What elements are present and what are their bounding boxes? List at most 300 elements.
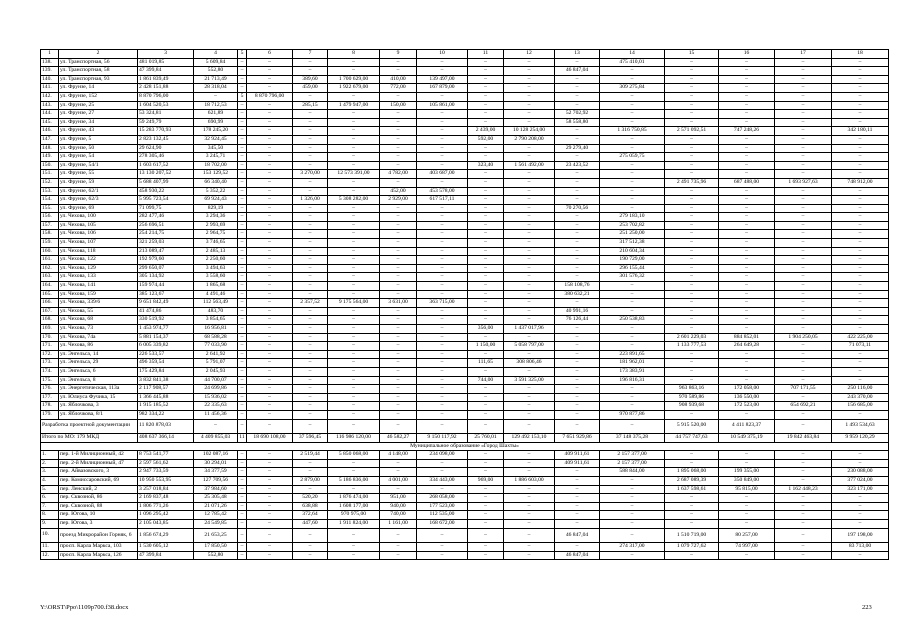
table-cell: ул. Фрунзе, 14	[59, 84, 138, 93]
table-cell: 3 494,63	[194, 264, 238, 273]
table-cell: 278 305,46	[138, 153, 194, 162]
table-cell: –	[665, 153, 719, 162]
table-row	[41, 58, 889, 67]
table-cell: –	[719, 299, 775, 308]
table-cell: –	[555, 402, 600, 411]
table-cell: –	[380, 144, 417, 153]
table-cell: ул. Чехова, 118	[59, 247, 138, 256]
table-cell: –	[293, 402, 328, 411]
table-cell: 8	[328, 50, 380, 59]
table-cell: 256 696,51	[138, 221, 194, 230]
table-cell: 459,00	[293, 84, 328, 93]
table-cell: 707 171,55	[775, 385, 832, 394]
table-cell: –	[832, 187, 889, 196]
table-cell: –	[555, 502, 600, 511]
table-cell: –	[600, 325, 665, 334]
table-cell: –	[775, 543, 832, 552]
table-cell: 156.	[41, 213, 59, 222]
table-cell: 141.	[41, 84, 59, 93]
table-cell: –	[665, 494, 719, 503]
table-cell: –	[417, 385, 468, 394]
table-cell: 552,80	[194, 551, 238, 560]
table-cell: –	[775, 410, 832, 419]
table-cell: –	[600, 204, 665, 213]
table-cell: 127 709,56	[194, 477, 238, 486]
table-cell: –	[247, 153, 293, 162]
table-cell: 4 409 855,03	[194, 434, 238, 443]
table-cell: 139.	[41, 67, 59, 76]
table-cell: –	[328, 178, 380, 187]
table-cell: 243 370,00	[832, 393, 889, 402]
table-cell: –	[504, 350, 555, 359]
table-cell: –	[504, 511, 555, 520]
table-cell: 174.	[41, 367, 59, 376]
table-cell: 690,99	[194, 118, 238, 127]
table-cell: –	[468, 316, 504, 325]
table-cell: 2 045,93	[194, 367, 238, 376]
table-cell: 176.	[41, 385, 59, 394]
table-cell: ул. Чехова, 122	[59, 256, 138, 265]
table-cell: 2 357,52	[293, 299, 328, 308]
table-cell: 389,60	[293, 75, 328, 84]
table-cell: –	[328, 402, 380, 411]
table-cell: –	[417, 393, 468, 402]
table-cell: 5 850 068,00	[328, 451, 380, 460]
table-cell: ул. Энгельса, 29	[59, 359, 138, 368]
table-cell: –	[293, 204, 328, 213]
table-cell: –	[293, 230, 328, 239]
table-cell: ул. Энергетическая, 113а	[59, 385, 138, 394]
table-cell: 884 852,01	[719, 333, 775, 342]
table-cell: –	[247, 282, 293, 291]
table-cell: –	[665, 502, 719, 511]
table-cell: 3 591 325,00	[504, 376, 555, 385]
table-cell: –	[293, 376, 328, 385]
table-row	[41, 161, 889, 170]
table-cell: –	[600, 118, 665, 127]
table-cell: –	[468, 170, 504, 179]
table-row	[41, 221, 889, 230]
table-cell: –	[665, 75, 719, 84]
table-cell: –	[238, 239, 247, 248]
table-cell: –	[775, 502, 832, 511]
table-cell: –	[417, 153, 468, 162]
table-cell: –	[247, 264, 293, 273]
table-cell: –	[555, 92, 600, 101]
table-cell: 1 437 017,96	[504, 325, 555, 334]
table-row	[41, 325, 889, 334]
table-cell: –	[775, 221, 832, 230]
table-cell: 9 150 117,92	[417, 434, 468, 443]
table-cell: –	[719, 264, 775, 273]
table-cell: –	[417, 230, 468, 239]
table-cell: –	[247, 402, 293, 411]
table-cell: 175 429,84	[138, 367, 194, 376]
table-cell: –	[719, 187, 775, 196]
table-cell: –	[775, 290, 832, 299]
table-cell: –	[247, 325, 293, 334]
table-cell: –	[600, 393, 665, 402]
table-cell: –	[194, 92, 238, 101]
table-cell: –	[775, 299, 832, 308]
table-row	[41, 101, 889, 110]
table-cell: –	[719, 502, 775, 511]
table-cell: –	[238, 161, 247, 170]
table-cell: –	[238, 58, 247, 67]
table-cell: –	[600, 144, 665, 153]
table-cell: 330 519,92	[138, 316, 194, 325]
table-cell: –	[555, 84, 600, 93]
table-cell: 1 608 177,00	[328, 502, 380, 511]
table-cell: –	[468, 92, 504, 101]
table-cell: –	[238, 75, 247, 84]
table-cell: 234 098,00	[417, 451, 468, 460]
table-cell: –	[504, 519, 555, 528]
table-cell: –	[417, 118, 468, 127]
table-cell: 16	[719, 50, 775, 59]
table-cell: –	[417, 410, 468, 419]
table-cell: –	[504, 196, 555, 205]
table-cell: –	[468, 84, 504, 93]
table-cell: –	[600, 402, 665, 411]
table-row	[41, 410, 889, 419]
table-cell: 172 523,00	[719, 402, 775, 411]
table-cell: –	[417, 67, 468, 76]
table-cell: –	[328, 325, 380, 334]
table-cell: 617 517,11	[417, 196, 468, 205]
table-cell: 11 456,36	[194, 410, 238, 419]
table-cell: –	[719, 325, 775, 334]
table-cell: 2.	[41, 459, 59, 468]
table-cell: 18 702,00	[194, 161, 238, 170]
table-cell: –	[238, 350, 247, 359]
table-cell: –	[719, 239, 775, 248]
table-cell: –	[775, 477, 832, 486]
table-cell: –	[247, 230, 293, 239]
table-cell: 166.	[41, 299, 59, 308]
table-cell: –	[417, 307, 468, 316]
table-cell: –	[600, 511, 665, 520]
table-cell: –	[238, 502, 247, 511]
table-cell: –	[293, 307, 328, 316]
table-cell: 8.	[41, 511, 59, 520]
table-cell: ул. Чехова, 106	[59, 230, 138, 239]
table-cell: –	[832, 459, 889, 468]
table-cell: 171.	[41, 342, 59, 351]
table-cell: 940,00	[380, 502, 417, 511]
table-cell: –	[380, 307, 417, 316]
table-cell: –	[719, 519, 775, 528]
table-cell: –	[719, 367, 775, 376]
table-cell: –	[247, 543, 293, 552]
table-cell: –	[238, 273, 247, 282]
table-cell: 458 930,22	[138, 187, 194, 196]
table-cell: 253 702,82	[600, 221, 665, 230]
table-cell: ул. Фрунзе, 69	[59, 204, 138, 213]
table-row	[41, 342, 889, 351]
table-cell: –	[665, 307, 719, 316]
table-cell: пер. Комиссаровский, 69	[59, 477, 138, 486]
table-cell: –	[665, 230, 719, 239]
table-cell: 251 250,00	[600, 230, 665, 239]
table-cell: 161.	[41, 256, 59, 265]
table-cell: ул. Чехова, 159	[59, 290, 138, 299]
table-cell: –	[504, 419, 555, 434]
table-cell: –	[247, 75, 293, 84]
table-cell: –	[293, 92, 328, 101]
table-cell: 44 757 747,63	[665, 434, 719, 443]
table-cell: 10 128 254,00	[504, 127, 555, 136]
table-cell: 14	[600, 50, 665, 59]
table-cell: –	[555, 325, 600, 334]
table-row	[41, 135, 889, 144]
table-cell: 155.	[41, 204, 59, 213]
table-cell: 829,19	[194, 204, 238, 213]
table-cell: –	[719, 376, 775, 385]
table-cell: 8 870 796,00	[138, 92, 194, 101]
table-cell: пер. Айвазовского, 3	[59, 468, 138, 477]
table-cell: –	[247, 551, 293, 560]
table-cell: –	[238, 494, 247, 503]
table-cell: –	[328, 118, 380, 127]
table-cell: ул. Транспортная, 56	[59, 58, 138, 67]
table-cell: –	[293, 221, 328, 230]
table-row	[41, 187, 889, 196]
table-cell: 156 685,00	[832, 402, 889, 411]
table-cell: 140.	[41, 75, 59, 84]
table-cell: –	[380, 264, 417, 273]
table-cell: –	[775, 350, 832, 359]
table-row	[41, 451, 889, 460]
table-cell: 18	[832, 50, 889, 59]
table-cell: –	[719, 410, 775, 419]
table-cell: 380 632,21	[555, 290, 600, 299]
table-cell: 1 806 771,26	[138, 502, 194, 511]
table-cell: –	[555, 213, 600, 222]
table-cell: –	[238, 187, 247, 196]
table-cell: –	[238, 376, 247, 385]
table-cell: –	[555, 519, 600, 528]
table-cell: 179.	[41, 410, 59, 419]
table-cell: ул. Фрунзе, 5	[59, 135, 138, 144]
table-cell: –	[417, 58, 468, 67]
table-cell: 177 523,00	[417, 502, 468, 511]
table-cell: –	[775, 519, 832, 528]
table-row	[41, 528, 889, 543]
table-cell: 151.	[41, 170, 59, 179]
table-cell: –	[665, 239, 719, 248]
table-cell: 68 588,28	[194, 333, 238, 342]
table-cell: –	[719, 511, 775, 520]
table-cell: 1	[41, 50, 59, 59]
table-cell: 1 530 605,12	[138, 543, 194, 552]
table-cell: –	[417, 342, 468, 351]
table-cell: –	[832, 299, 889, 308]
table-cell: пер. Сквозной, 88	[59, 502, 138, 511]
table-cell: –	[468, 385, 504, 394]
table-cell: –	[832, 67, 889, 76]
table-cell: –	[600, 494, 665, 503]
table-cell: 747 248,26	[719, 127, 775, 136]
table-cell: –	[504, 170, 555, 179]
table-cell: 12 573 391,00	[328, 170, 380, 179]
table-cell: –	[665, 376, 719, 385]
table-cell: –	[468, 110, 504, 119]
table-cell: 169.	[41, 325, 59, 334]
table-cell: –	[665, 67, 719, 76]
table-cell: –	[468, 519, 504, 528]
table-cell: –	[504, 256, 555, 265]
table-cell: 30 294,01	[194, 459, 238, 468]
table-cell: –	[328, 342, 380, 351]
table-cell: 145.	[41, 118, 59, 127]
table-cell: 77 033,90	[194, 342, 238, 351]
table-cell: –	[555, 367, 600, 376]
table-row	[41, 468, 889, 477]
table-cell: 13	[555, 50, 600, 59]
table-cell: 210 604,34	[600, 247, 665, 256]
table-cell: –	[775, 325, 832, 334]
table-cell: –	[600, 161, 665, 170]
table-row	[41, 170, 889, 179]
table-cell: –	[247, 367, 293, 376]
table-cell: –	[600, 528, 665, 543]
table-cell: 1 922 679,00	[328, 84, 380, 93]
table-cell: –	[555, 178, 600, 187]
table-cell: –	[380, 256, 417, 265]
table-cell: –	[238, 67, 247, 76]
table-cell: –	[555, 393, 600, 402]
table-cell: 1 493 534,63	[832, 419, 889, 434]
table-cell: 3 558,60	[194, 273, 238, 282]
table-cell: –	[665, 92, 719, 101]
table-cell: –	[293, 110, 328, 119]
table-cell: –	[247, 419, 293, 434]
table-cell: –	[293, 118, 328, 127]
table-cell: –	[380, 325, 417, 334]
table-cell: –	[293, 213, 328, 222]
table-cell: –	[775, 92, 832, 101]
table-cell: –	[832, 359, 889, 368]
table-cell: –	[832, 153, 889, 162]
table-cell: –	[468, 502, 504, 511]
table-cell: –	[468, 75, 504, 84]
table-cell: –	[832, 92, 889, 101]
table-cell: 2 105 043,85	[138, 519, 194, 528]
table-cell: –	[328, 221, 380, 230]
table-cell: –	[555, 350, 600, 359]
table-cell: 963 863,16	[665, 385, 719, 394]
table-cell: 70 270,56	[555, 204, 600, 213]
table-cell: –	[328, 127, 380, 136]
table-cell: 147.	[41, 135, 59, 144]
table-cell: ул. Юлиуса Фучика, 15	[59, 393, 138, 402]
table-cell: –	[417, 325, 468, 334]
page-number: 223	[862, 604, 872, 611]
table-cell: –	[775, 419, 832, 434]
table-cell: –	[238, 519, 247, 528]
table-cell: –	[238, 543, 247, 552]
table-cell: –	[247, 342, 293, 351]
table-cell: 177.	[41, 393, 59, 402]
table-cell: 2 428 151,88	[138, 84, 194, 93]
table-cell: –	[238, 485, 247, 494]
table-cell: –	[328, 247, 380, 256]
table-cell: –	[328, 359, 380, 368]
table-cell: 22 335,63	[194, 402, 238, 411]
table-cell: 196 816,31	[600, 376, 665, 385]
table-cell: –	[832, 239, 889, 248]
table-cell: 24 699,86	[194, 385, 238, 394]
table-cell: 1 895 068,00	[665, 468, 719, 477]
table-cell: 16 956,81	[194, 325, 238, 334]
table-cell: –	[555, 264, 600, 273]
table-cell: 52 702,92	[555, 110, 600, 119]
table-cell: –	[775, 127, 832, 136]
table-cell: –	[719, 110, 775, 119]
table-cell: –	[238, 84, 247, 93]
table-cell: –	[719, 144, 775, 153]
table-cell: 2 571 092,51	[665, 127, 719, 136]
table-cell: –	[328, 58, 380, 67]
table-cell: –	[468, 204, 504, 213]
table-cell: –	[247, 196, 293, 205]
table-cell: –	[380, 118, 417, 127]
table-cell: 305 134,92	[138, 273, 194, 282]
table-row	[41, 502, 889, 511]
table-cell: 25 305,48	[194, 494, 238, 503]
table-cell: –	[380, 316, 417, 325]
table-cell: –	[417, 161, 468, 170]
table-cell: 274 317,00	[600, 543, 665, 552]
table-cell: 6	[247, 50, 293, 59]
table-cell: –	[468, 264, 504, 273]
table-cell: –	[719, 75, 775, 84]
table-cell: –	[775, 256, 832, 265]
table-cell: –	[600, 485, 665, 494]
table-cell: 158.	[41, 230, 59, 239]
table-cell: –	[719, 101, 775, 110]
table-cell: –	[380, 528, 417, 543]
table-cell: –	[328, 230, 380, 239]
table-cell: –	[555, 170, 600, 179]
table-cell: –	[555, 468, 600, 477]
table-cell: 24 549,85	[194, 519, 238, 528]
table-cell: –	[380, 282, 417, 291]
table-cell: 15 936,02	[194, 393, 238, 402]
table-cell: –	[719, 316, 775, 325]
table-cell: –	[328, 110, 380, 119]
table-cell: –	[380, 273, 417, 282]
table-cell: –	[247, 256, 293, 265]
table-cell: 282 477,46	[138, 213, 194, 222]
table-cell: –	[555, 273, 600, 282]
table-cell: –	[719, 213, 775, 222]
table-cell: 112 563,49	[194, 299, 238, 308]
table-cell: –	[665, 101, 719, 110]
table-cell: –	[504, 92, 555, 101]
table-cell: –	[293, 333, 328, 342]
table-cell: –	[328, 551, 380, 560]
table-cell: –	[328, 239, 380, 248]
table-cell: –	[247, 135, 293, 144]
table-cell: 5 881 154,37	[138, 333, 194, 342]
table-cell: –	[555, 230, 600, 239]
table-cell: –	[293, 385, 328, 394]
design-docs-row	[41, 419, 889, 434]
table-cell: ул. Фрунзе, 54	[59, 153, 138, 162]
table-row	[41, 307, 889, 316]
